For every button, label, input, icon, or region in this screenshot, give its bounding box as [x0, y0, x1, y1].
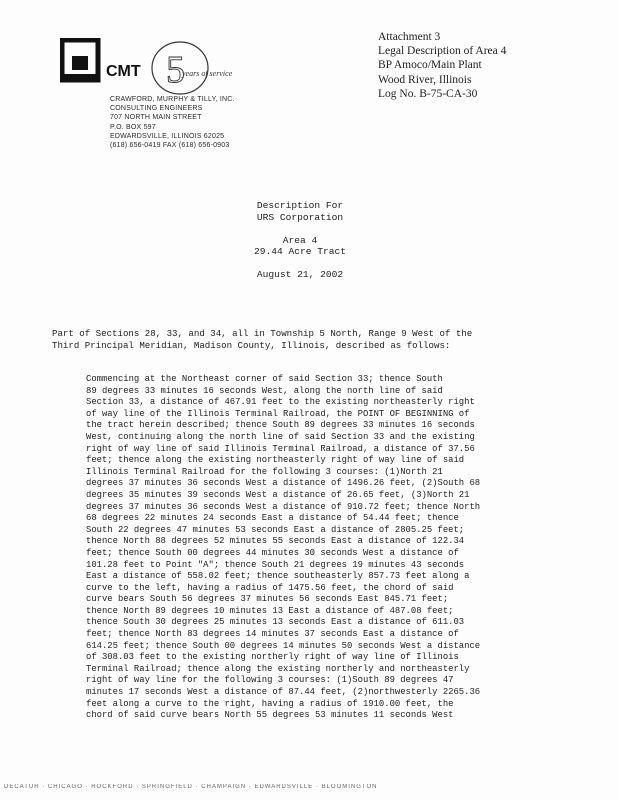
title-acreage: 29.44 Acre Tract: [253, 246, 347, 257]
intro-paragraph: [52, 328, 548, 351]
body-line: of way line of the Illinois Terminal Railroad, the POINT OF BEGINNING of: [86, 408, 470, 419]
attachment-header: [378, 30, 506, 101]
firm-type: CONSULTING ENGINEERS: [110, 105, 203, 113]
firm-phone: (618) 656-0419 FAX (618) 656-0903: [110, 142, 230, 150]
cmt-logo-text: CMT: [106, 63, 141, 80]
body-line: feet; thence South 00 degrees 44 minutes 30 seconds West a distance of: [86, 547, 459, 558]
body-line: Terminal Railroad; thence along the existing northerly and northeasterly: [86, 663, 470, 674]
body-line: 68 degrees 22 minutes 24 seconds East a distance of 54.44 feet; thence: [86, 513, 459, 524]
intro-line: Part of Sections 28, 33, and 34, all in Township 5 North, Range 9 West of the: [52, 328, 473, 339]
body-line: thence North 88 degrees 52 minutes 55 seconds East a distance of 122.34: [86, 536, 465, 547]
cmt-logo-tagline: years of service: [182, 69, 233, 78]
body-line: East a distance of 558.02 feet; thence southeasterly 857.73 feet along a: [86, 571, 470, 582]
body-line: right of way line for the following 3 courses: (1)South 89 degrees 47: [86, 675, 454, 686]
body-line: feet; thence North 83 degrees 14 minutes 37 seconds East a distance of: [86, 629, 459, 640]
letterhead-footer: DECATUR · CHICAGO · ROCKFORD · SPRINGFIELD · CHAMPAIGN · EDWARDSVILLE · BLOOMINGTON: [4, 784, 378, 790]
firm-po-box: P.O. BOX 597: [110, 123, 156, 131]
firm-city: EDWARDSVILLE, ILLINOIS 62025: [110, 132, 225, 140]
body-line: 101.28 feet to Point "A"; thence South 21 degrees 19 minutes 43 seconds: [86, 559, 465, 570]
body-line: thence North 89 degrees 10 minutes 13 East a distance of 487.08 feet;: [86, 605, 454, 616]
body-line: minutes 17 seconds West a distance of 87.44 feet, (2)northwesterly 2265.36: [86, 687, 481, 698]
cmt-logo: [60, 38, 260, 100]
body-line: feet; thence along the existing northeasterly right of way line of said: [86, 455, 465, 466]
attachment-log-number: Log No. B-75-CA-30: [378, 87, 478, 100]
body-line: Illinois Terminal Railroad for the following 3 courses: (1)North 21: [86, 466, 443, 477]
title-date: August 21, 2002: [256, 269, 344, 280]
body-line: the tract herein described; thence South 89 degrees 33 minutes 16 seconds: [86, 420, 475, 431]
body-line: West, continuing along the north line of said Section 33 and the existing: [86, 431, 475, 442]
body-line: South 22 degrees 47 minutes 53 seconds East a distance of 2805.25 feet;: [86, 524, 465, 535]
firm-name: CRAWFORD, MURPHY & TILLY, INC.: [110, 96, 235, 103]
body-line: degrees 35 minutes 39 seconds West a distance of 26.65 feet, (3)North 21: [86, 489, 470, 500]
body-line: curve bears South 56 degrees 37 minutes 56 seconds East 845.71 feet;: [86, 594, 449, 605]
title-area: Area 4: [282, 234, 318, 246]
attachment-description: Legal Description of Area 4: [378, 45, 507, 58]
cmt-logo-mark: [62, 40, 98, 80]
body-line: 89 degrees 33 minutes 16 seconds West, along the north line of said: [86, 385, 443, 396]
anniversary-digit: 5: [166, 49, 185, 91]
attachment-label: Attachment 3: [378, 31, 441, 43]
description-title: [0, 200, 600, 281]
body-line: 614.25 feet; thence South 00 degrees 14 minutes 50 seconds West a distance: [86, 640, 481, 651]
attachment-location: Wood River, Illinois: [378, 73, 472, 86]
body-line: thence South 30 degrees 25 minutes 13 seconds East a distance of 611.03: [86, 617, 465, 628]
intro-line: Third Principal Meridian, Madison County, Illinois, described as follows:: [52, 339, 451, 351]
letterhead-address: [110, 95, 235, 150]
body-line: degrees 37 minutes 36 seconds West a distance of 910.72 feet; thence North: [86, 501, 481, 512]
body-line: right of way line of said Illinois Terminal Railroad, a distance of 37.56: [86, 443, 475, 454]
body-line: feet along a curve to the right, having a radius of 1910.00 feet, the: [86, 698, 454, 709]
legal-description-body: [86, 374, 546, 722]
body-line: chord of said curve bears North 55 degrees 53 minutes 11 seconds West: [86, 710, 454, 721]
body-line: Commencing at the Northeast corner of said Section 33; thence South: [86, 374, 443, 384]
body-line: curve to the left, having a radius of 1475.56 feet, the chord of said: [86, 582, 454, 593]
title-description-for: Description For: [256, 200, 344, 211]
firm-street: 707 NORTH MAIN STREET: [110, 114, 202, 122]
title-client: URS Corporation: [256, 211, 344, 223]
body-line: Section 33, a distance of 467.91 feet to the existing northeasterly right: [86, 397, 475, 408]
body-line: degrees 37 minutes 36 seconds West a distance of 1496.26 feet, (2)South 68: [86, 478, 481, 489]
body-line: of 308.03 feet to the existing northerly right of way line of Illinois: [86, 652, 459, 663]
attachment-site: BP Amoco/Main Plant: [378, 59, 482, 72]
